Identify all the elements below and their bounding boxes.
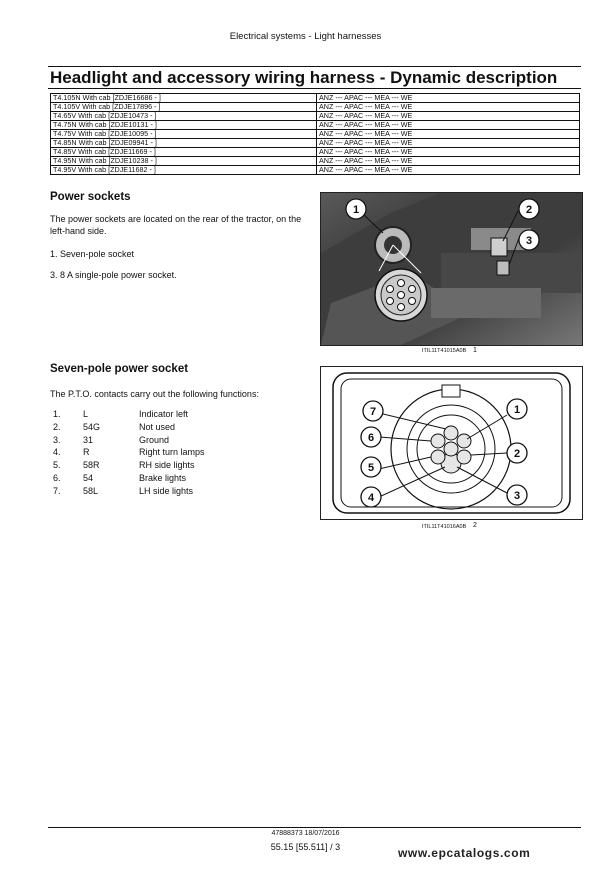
svg-text:1: 1 [513, 404, 521, 416]
pin-number: 4. [53, 447, 61, 458]
model-regions-cell: ANZ --- APAC --- MEA --- WE [317, 112, 580, 121]
model-regions-cell: ANZ --- APAC --- MEA --- WE [317, 130, 580, 139]
pin-function: Ground [139, 434, 170, 445]
pin-function: Right turn lamps [139, 447, 205, 458]
pin-row [50, 473, 290, 486]
pin-code: 54G [83, 421, 101, 432]
pin-number: 5. [53, 460, 61, 471]
svg-text:7: 7 [369, 406, 377, 418]
power-sockets-item-1: 1. Seven-pole socket [50, 249, 135, 259]
model-regions-cell: ANZ --- APAC --- MEA --- WE [317, 166, 580, 175]
title-rule-bottom [48, 88, 581, 89]
pin-row [50, 435, 290, 448]
photo2-callout-4 [361, 487, 381, 507]
power-sockets-item-2: 3. 8 A single-pole power socket. [50, 270, 177, 280]
svg-text:1: 1 [352, 204, 360, 216]
photo1-callout-2 [519, 199, 539, 219]
svg-text:3: 3 [513, 490, 521, 502]
model-name-cell: T4.65V With cab [ZDJE10473 - ] [51, 112, 317, 121]
page-title: Headlight and accessory wiring harness - Dynamic description [50, 68, 558, 87]
model-name-cell: T4.105N With cab [ZDJE16686 - ] [51, 94, 317, 103]
pin-number: 3. [53, 434, 61, 445]
pin-code: 54 [83, 473, 94, 483]
seven-pole-socket-drawing [320, 366, 583, 520]
pin-code: L [83, 409, 89, 419]
photo1-callout-1 [346, 199, 366, 219]
photo2-callout-6 [361, 427, 381, 447]
figure-2-code: ITIL11T41016A0B [422, 524, 467, 530]
model-name-cell: T4.95V With cab [ZDJE11682 - ] [51, 166, 317, 175]
model-name-cell: T4.75N With cab [ZDJE10131 - ] [51, 121, 317, 130]
pin-function: LH side lights [139, 485, 194, 496]
figure-2-number: 2 [473, 522, 477, 529]
model-regions-cell: ANZ --- APAC --- MEA --- WE [317, 139, 580, 148]
model-regions-cell: ANZ --- APAC --- MEA --- WE [317, 157, 580, 166]
model-name-cell: T4.95N With cab [ZDJE10238 - ] [51, 157, 317, 166]
pin-code: R [83, 447, 90, 458]
pin-row [50, 460, 290, 473]
seven-pole-heading: Seven-pole power socket [50, 363, 189, 375]
watermark-link[interactable]: www.epcatalogs.com [398, 846, 531, 860]
power-sockets-intro: The power sockets are located on the rear of the tractor, on the left-hand side. [50, 214, 302, 236]
running-header: Electrical systems - Light harnesses [229, 31, 382, 42]
model-name-cell: T4.105V With cab [ZDJE17896 - ] [51, 103, 317, 112]
photo2-callout-7 [363, 401, 383, 421]
model-name-cell: T4.85V With cab [ZDJE11669 - ] [51, 148, 317, 157]
photo2-callout-3 [507, 485, 527, 505]
models-table [50, 93, 580, 175]
photo1-callout-3 [519, 230, 539, 250]
pin-number: 2. [53, 421, 61, 432]
pin-function: Indicator left [139, 409, 189, 419]
pin-row [50, 447, 290, 460]
seven-pole-intro: The P.T.O. contacts carry out the following functions: [50, 389, 259, 399]
pin-code: 58L [83, 485, 99, 496]
photo2-callout-2 [507, 443, 527, 463]
power-sockets-heading: Power sockets [50, 191, 131, 203]
figure-1-number: 1 [473, 347, 477, 354]
pin-function: RH side lights [139, 460, 195, 471]
svg-text:2: 2 [525, 204, 533, 216]
pin-code: 58R [83, 460, 100, 471]
model-regions-cell: ANZ --- APAC --- MEA --- WE [317, 121, 580, 130]
svg-text:3: 3 [525, 235, 533, 247]
pin-row [50, 409, 290, 422]
photo2-callout-1 [507, 399, 527, 419]
model-name-cell: T4.85N With cab [ZDJE09941 - ] [51, 139, 317, 148]
svg-text:6: 6 [367, 432, 375, 444]
pin-code: 31 [83, 434, 94, 445]
pin-number: 1. [53, 409, 61, 419]
pin-function: Not used [139, 421, 176, 432]
pin-row [50, 422, 290, 435]
footer-page-number: 55.15 [55.511] / 3 [270, 842, 341, 852]
model-row [51, 166, 580, 175]
model-regions-cell: ANZ --- APAC --- MEA --- WE [317, 94, 580, 103]
figure-1-code: ITIL11T41015A0B [422, 348, 467, 354]
pin-row [50, 486, 290, 499]
pin-function: Brake lights [139, 473, 187, 483]
footer-doc-id: 47888373 18/07/2016 [271, 830, 340, 837]
footer-rule [48, 827, 581, 828]
pin-number: 7. [53, 485, 61, 496]
photo2-callout-5 [361, 457, 381, 477]
pin-number: 6. [53, 473, 61, 483]
model-regions-cell: ANZ --- APAC --- MEA --- WE [317, 148, 580, 157]
model-name-cell: T4.75V With cab [ZDJE10095 - ] [51, 130, 317, 139]
title-rule-top [48, 66, 581, 67]
model-regions-cell: ANZ --- APAC --- MEA --- WE [317, 103, 580, 112]
svg-text:4: 4 [367, 492, 375, 504]
power-sockets-photo [320, 192, 583, 346]
svg-text:2: 2 [513, 448, 521, 460]
svg-text:5: 5 [367, 462, 375, 474]
